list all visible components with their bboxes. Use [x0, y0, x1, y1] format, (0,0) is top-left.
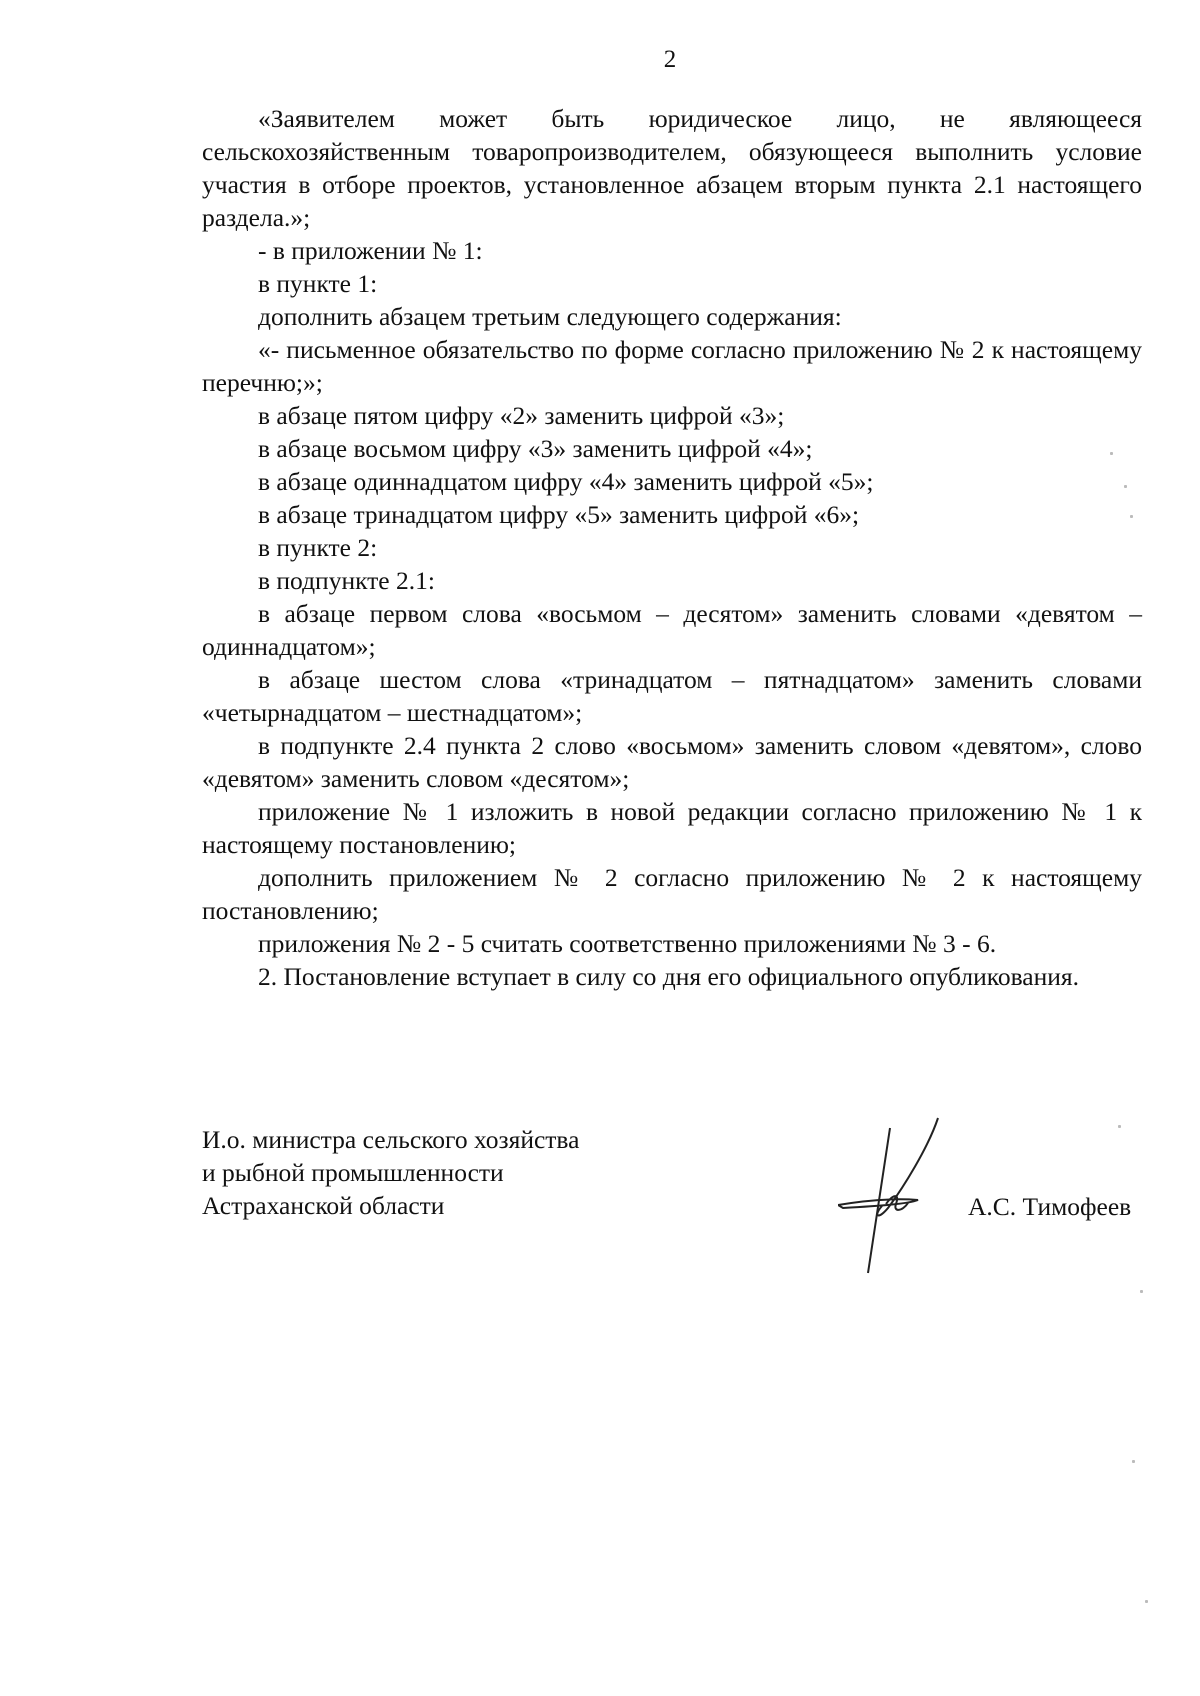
scan-speck: [1124, 485, 1127, 488]
position-line: И.о. министра сельского хозяйства: [202, 1125, 580, 1154]
paragraph: в подпункте 2.4 пункта 2 слово «восьмом» заменить словом «девятом», слово «девятом» заменить словом «десятом»;: [202, 731, 1142, 793]
paragraph: «- письменное обязательство по форме согласно приложению № 2 к настоящему перечню;»;: [202, 335, 1142, 397]
document-body: [202, 102, 1142, 993]
scan-speck: [1118, 1125, 1121, 1128]
paragraph: дополнить абзацем третьим следующего содержания:: [258, 302, 842, 331]
paragraph: в абзаце пятом цифру «2» заменить цифрой «3»;: [258, 401, 785, 430]
paragraph: в пункте 2:: [258, 533, 378, 562]
position-line: Астраханской области: [202, 1191, 445, 1220]
signatory-position: [202, 1123, 579, 1222]
signer-name: А.С. Тимофеев: [968, 1192, 1132, 1221]
paragraph: в абзаце первом слова «восьмом – десятом» заменить словами «девятом – одиннадцатом»;: [202, 599, 1142, 661]
handwritten-signature: [838, 1108, 988, 1288]
paragraph: дополнить приложением № 2 согласно приложению № 2 к настоящему постановлению;: [202, 863, 1142, 925]
scan-speck: [1130, 515, 1133, 518]
scan-speck: [1140, 1290, 1143, 1293]
paragraph: приложения № 2 - 5 считать соответственно приложениями № 3 - 6.: [258, 929, 997, 958]
paragraph: 2. Постановление вступает в силу со дня его официального опубликования.: [258, 962, 1079, 991]
paragraph: приложение № 1 изложить в новой редакции согласно приложению № 1 к настоящему постановлению;: [202, 797, 1142, 859]
paragraph: в абзаце шестом слова «тринадцатом – пятнадцатом» заменить словами «четырнадцатом – шестнадцатом»;: [202, 665, 1142, 727]
paragraph: в абзаце одиннадцатом цифру «4» заменить цифрой «5»;: [258, 467, 874, 496]
scan-speck: [1132, 1460, 1135, 1463]
scan-speck: [1110, 452, 1113, 455]
paragraph: в подпункте 2.1:: [258, 566, 435, 595]
position-line: и рыбной промышленности: [202, 1158, 504, 1187]
paragraph: в пункте 1:: [258, 269, 378, 298]
page-number: 2: [663, 46, 677, 73]
paragraph: в абзаце восьмом цифру «3» заменить цифрой «4»;: [258, 434, 813, 463]
paragraph: в абзаце тринадцатом цифру «5» заменить цифрой «6»;: [258, 500, 860, 529]
paragraph: - в приложении № 1:: [258, 236, 483, 265]
scan-speck: [1145, 1600, 1148, 1603]
paragraph: «Заявителем может быть юридическое лицо, не являющееся сельскохозяйственным товаропроизводителем, обязующееся выполнить условие участия в отборе проектов, установленное абзацем вторым пункта 2.1 настоящего раздела.»;: [202, 104, 1142, 232]
